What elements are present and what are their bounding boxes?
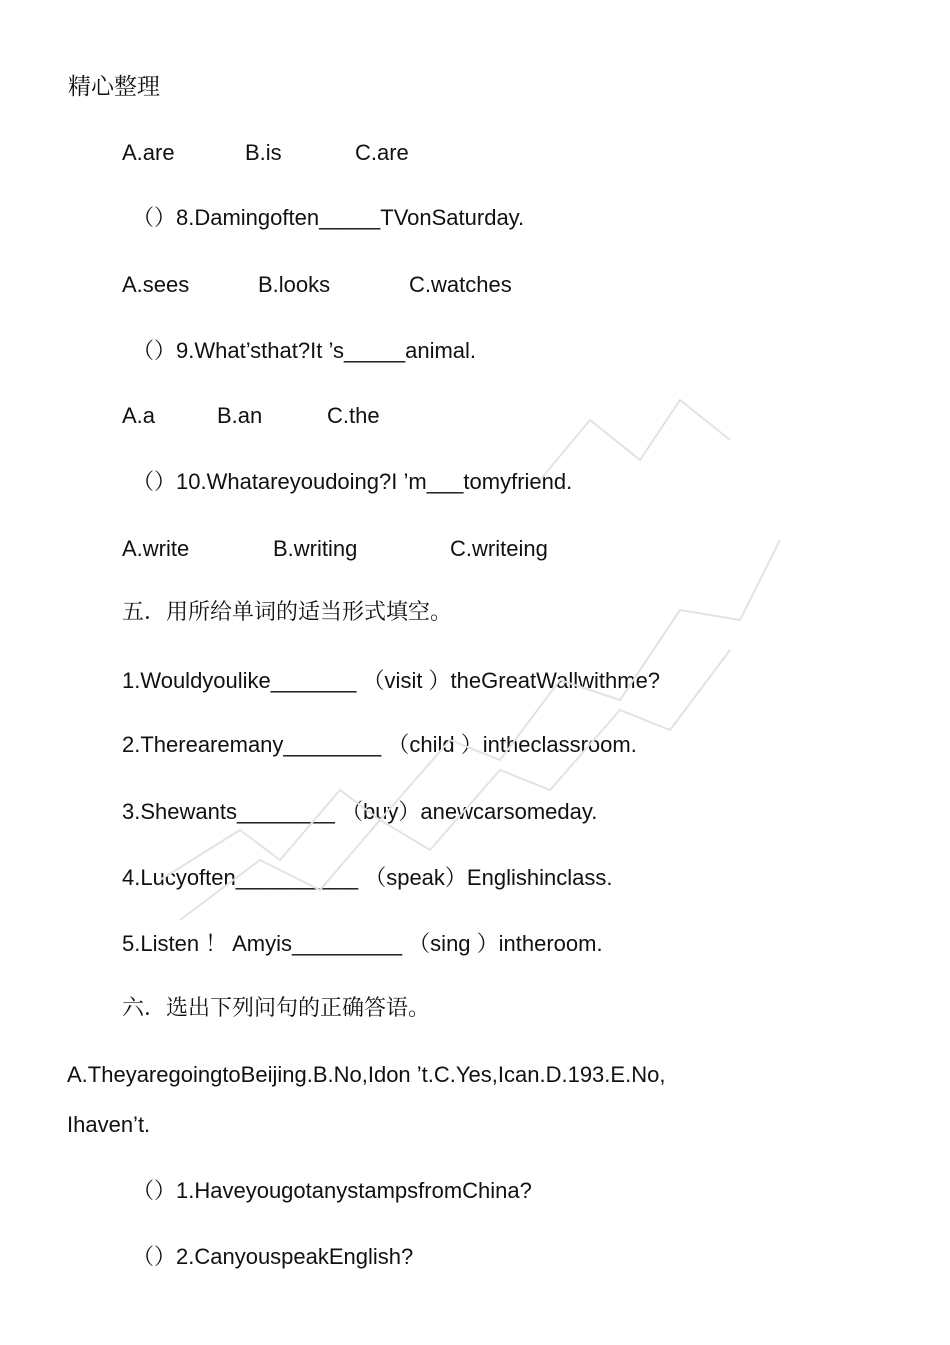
option-b: B.writing: [273, 536, 358, 561]
section-6-options-line-1: A.TheyaregoingtoBeijing.B.No,Idon ’t.C.Yes,Ican.D.193.E.No,: [67, 1062, 666, 1087]
question-9: （）9.What’sthat?It ’s_____animal.: [132, 338, 477, 363]
section-5-item: 1.Wouldyoulike_______ （visit ）theGreatWallwithme?: [122, 668, 661, 693]
option-b: B.is: [245, 140, 282, 165]
option-a: A.write: [122, 536, 190, 561]
option-c: C.are: [355, 140, 409, 165]
section-6-title: 六．选出下列问句的正确答语。: [122, 996, 431, 1021]
section-5-title: 五．用所给单词的适当形式填空。: [122, 600, 453, 625]
section-6-options-line-2: Ihaven’t.: [67, 1112, 151, 1137]
option-b: B.an: [217, 403, 263, 428]
question-8: （）8.Damingoften_____TVonSaturday.: [132, 205, 525, 230]
question-10: （）10.Whatareyoudoing?I ’m___tomyfriend.: [132, 469, 573, 494]
option-c: C.the: [327, 403, 380, 428]
section-5-item: 2.Therearemany________ （child ）intheclassroom.: [122, 732, 637, 757]
section-5-item: 5.Listen ！ Amyis_________ （sing ）intheroom.: [122, 931, 603, 956]
section-6-item: （）2.CanyouspeakEnglish?: [132, 1244, 414, 1269]
option-c: C.writeing: [450, 536, 548, 561]
option-a: A.a: [122, 403, 156, 428]
section-6-item: （）1.HaveyougotanystampsfromChina?: [132, 1178, 532, 1203]
option-c: C.watches: [409, 272, 512, 297]
option-a: A.are: [122, 140, 175, 165]
option-b: B.looks: [258, 272, 331, 297]
option-a: A.sees: [122, 272, 190, 297]
section-5-item: 3.Shewants________ （buy）anewcarsomeday.: [122, 799, 598, 824]
page-header: 精心整理: [68, 74, 160, 100]
section-5-item: 4.Lucyoften__________ （speak）Englishinclass.: [122, 865, 613, 890]
